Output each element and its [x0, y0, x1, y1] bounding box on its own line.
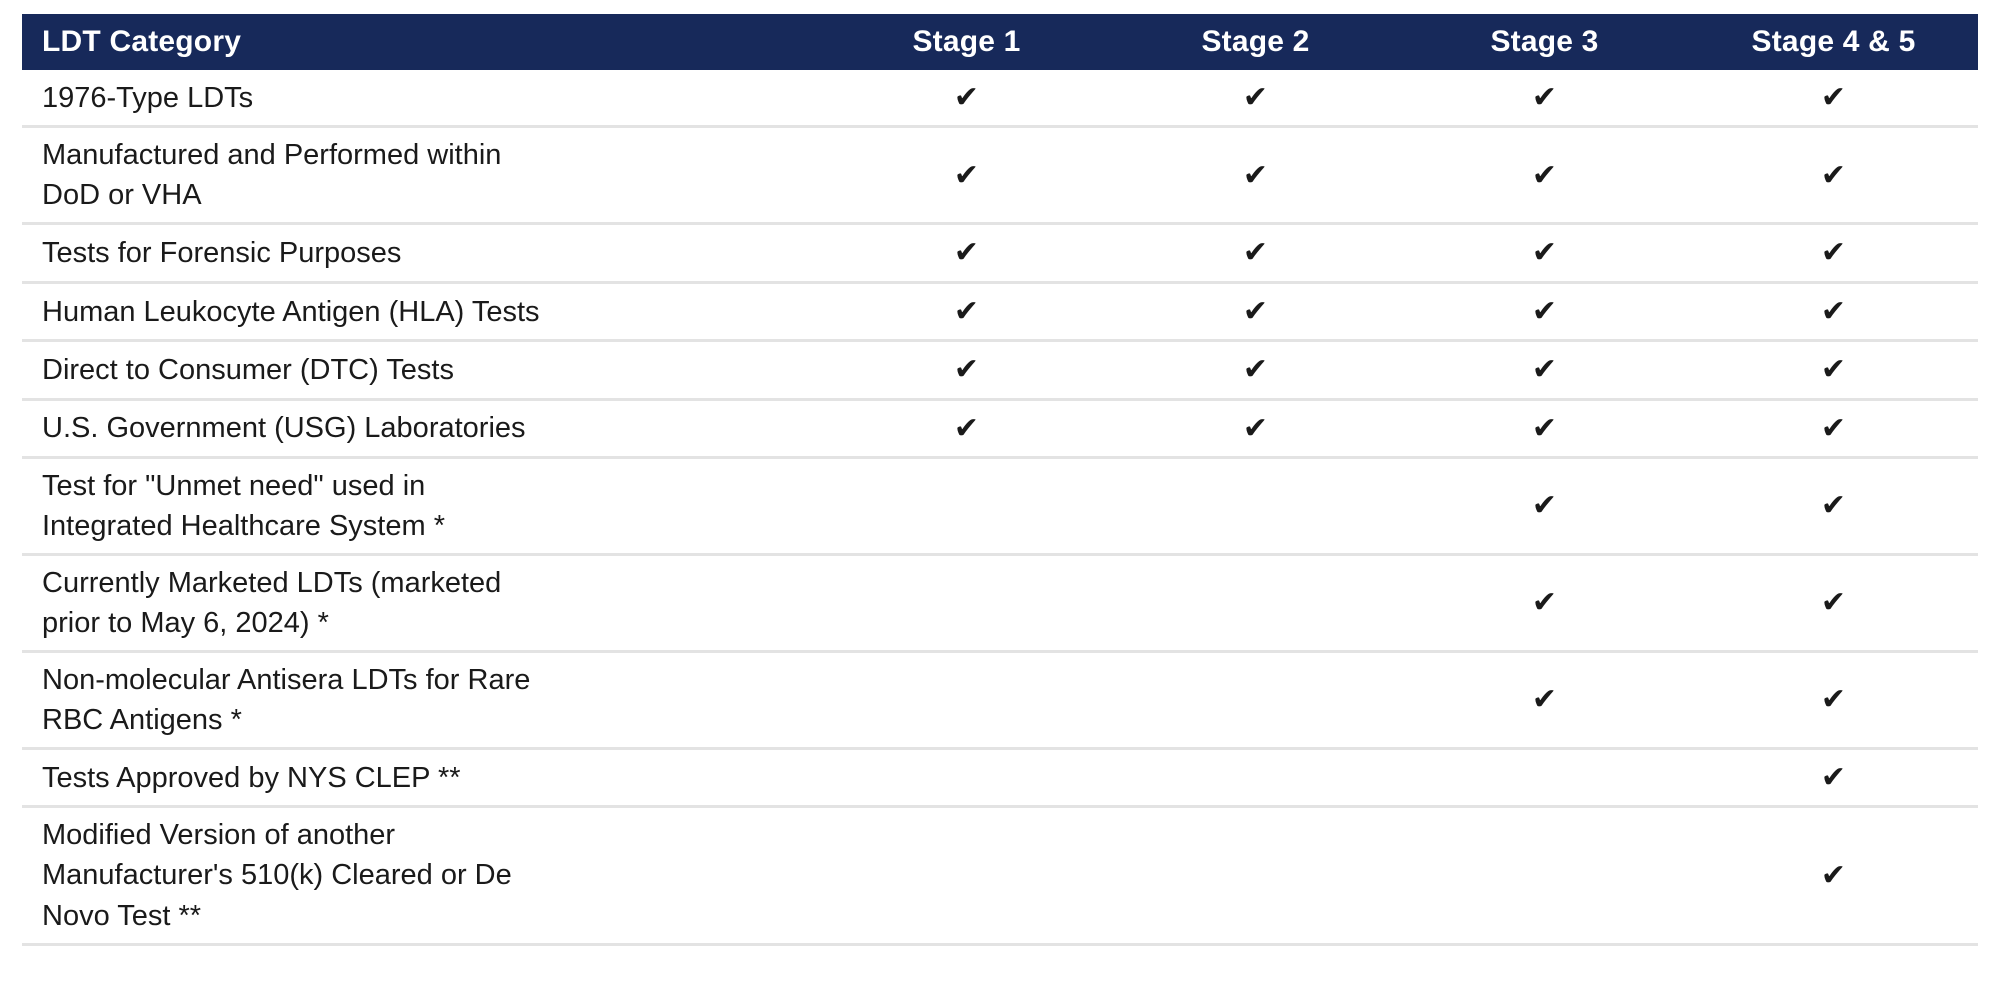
- ldt-category-line: Modified Version of another: [42, 819, 396, 852]
- ldt-category-line: Currently Marketed LDTs (marketed: [42, 567, 502, 600]
- checkmark-icon: ✔: [1820, 81, 1847, 114]
- ldt-category-cell: [22, 807, 822, 944]
- cell-stage-2: [1111, 127, 1400, 224]
- cell-stage-1: [822, 399, 1111, 457]
- checkmark-icon: ✔: [1531, 81, 1558, 114]
- ldt-category-line: Test for "Unmet need" used in: [42, 469, 426, 502]
- cell-stage-1: [822, 341, 1111, 399]
- checkmark-icon: ✔: [1820, 353, 1847, 387]
- cell-stage-1: [822, 224, 1111, 282]
- checkmark-icon: ✔: [1531, 294, 1558, 328]
- checkmark-icon: ✔: [1242, 81, 1269, 114]
- cell-stage-3: [1400, 807, 1689, 944]
- cell-stage-2: [1111, 457, 1400, 554]
- checkmark-icon: ✔: [953, 294, 980, 328]
- cell-stage-1: [822, 70, 1111, 127]
- ldt-category-line: Tests for Forensic Purposes: [42, 237, 402, 270]
- checkmark-icon: ✔: [953, 158, 980, 192]
- checkmark-icon: ✔: [1820, 761, 1847, 795]
- cell-stage-2: [1111, 652, 1400, 749]
- checkmark-icon: ✔: [1242, 294, 1269, 328]
- empty-cell-marker: [966, 611, 967, 612]
- ldt-category-cell: [22, 399, 822, 457]
- cell-stage-1: [822, 127, 1111, 224]
- checkmark-icon: ✔: [953, 81, 980, 114]
- cell-stage-1: [822, 555, 1111, 652]
- cell-stage-4-5: [1689, 807, 1978, 944]
- cell-stage-4-5: [1689, 399, 1978, 457]
- table-row: [22, 224, 1978, 282]
- cell-stage-2: [1111, 70, 1400, 127]
- table-row: [22, 127, 1978, 224]
- checkmark-icon: ✔: [1531, 158, 1558, 192]
- checkmark-icon: ✔: [953, 236, 980, 270]
- checkmark-icon: ✔: [1531, 683, 1558, 717]
- checkmark-icon: ✔: [1820, 411, 1847, 445]
- ldt-category-line: prior to May 6, 2024) *: [42, 607, 329, 640]
- cell-stage-2: [1111, 282, 1400, 340]
- cell-stage-4-5: [1689, 749, 1978, 807]
- table-row: [22, 282, 1978, 340]
- cell-stage-2: [1111, 807, 1400, 944]
- column-header-stage-2: Stage 2: [1111, 14, 1400, 70]
- empty-cell-marker: [1255, 786, 1256, 787]
- cell-stage-2: [1111, 399, 1400, 457]
- ldt-category-cell: [22, 749, 822, 807]
- checkmark-icon: ✔: [1820, 236, 1847, 270]
- cell-stage-4-5: [1689, 652, 1978, 749]
- table-row: [22, 341, 1978, 399]
- ldt-category-line: U.S. Government (USG) Laboratories: [42, 412, 526, 445]
- ldt-category-line: DoD or VHA: [42, 179, 202, 212]
- empty-cell-marker: [966, 884, 967, 885]
- cell-stage-1: [822, 282, 1111, 340]
- cell-stage-2: [1111, 224, 1400, 282]
- table-body: [22, 70, 1978, 944]
- cell-stage-2: [1111, 341, 1400, 399]
- cell-stage-4-5: [1689, 127, 1978, 224]
- ldt-exemption-table: [22, 14, 1978, 946]
- column-header-ldt-category: LDT Category: [22, 14, 822, 70]
- checkmark-icon: ✔: [1820, 158, 1847, 192]
- table-row: [22, 555, 1978, 652]
- checkmark-icon: ✔: [1820, 294, 1847, 328]
- ldt-category-cell: [22, 282, 822, 340]
- cell-stage-1: [822, 457, 1111, 554]
- table-row: [22, 807, 1978, 944]
- cell-stage-3: [1400, 399, 1689, 457]
- ldt-category-line: Novo Test **: [42, 899, 202, 932]
- cell-stage-3: [1400, 341, 1689, 399]
- checkmark-icon: ✔: [1242, 411, 1269, 445]
- empty-cell-marker: [966, 708, 967, 709]
- ldt-category-cell: [22, 70, 822, 127]
- table-row: [22, 652, 1978, 749]
- column-header-stage-3: Stage 3: [1400, 14, 1689, 70]
- cell-stage-4-5: [1689, 70, 1978, 127]
- cell-stage-1: [822, 807, 1111, 944]
- cell-stage-3: [1400, 457, 1689, 554]
- ldt-category-cell: [22, 341, 822, 399]
- ldt-category-line: Tests Approved by NYS CLEP **: [42, 761, 461, 794]
- cell-stage-2: [1111, 749, 1400, 807]
- ldt-category-line: Integrated Healthcare System *: [42, 510, 445, 542]
- cell-stage-3: [1400, 70, 1689, 127]
- cell-stage-3: [1400, 224, 1689, 282]
- empty-cell-marker: [1255, 708, 1256, 709]
- column-header-stage-1: Stage 1: [822, 14, 1111, 70]
- cell-stage-3: [1400, 127, 1689, 224]
- cell-stage-3: [1400, 749, 1689, 807]
- empty-cell-marker: [1544, 786, 1545, 787]
- empty-cell-marker: [966, 786, 967, 787]
- checkmark-icon: ✔: [1242, 353, 1269, 387]
- checkmark-icon: ✔: [1820, 683, 1847, 717]
- empty-cell-marker: [1255, 884, 1256, 885]
- table-row: [22, 457, 1978, 554]
- empty-cell-marker: [1255, 611, 1256, 612]
- checkmark-icon: ✔: [1531, 586, 1558, 620]
- cell-stage-4-5: [1689, 555, 1978, 652]
- checkmark-icon: ✔: [953, 353, 980, 387]
- cell-stage-2: [1111, 555, 1400, 652]
- cell-stage-3: [1400, 555, 1689, 652]
- cell-stage-4-5: [1689, 282, 1978, 340]
- cell-stage-4-5: [1689, 224, 1978, 282]
- column-header-stage-4-5: Stage 4 & 5: [1689, 14, 1978, 70]
- checkmark-icon: ✔: [1531, 353, 1558, 387]
- cell-stage-1: [822, 652, 1111, 749]
- ldt-category-line: RBC Antigens *: [42, 704, 242, 737]
- ldt-category-line: Manufacturer's 510(k) Cleared or De: [42, 859, 512, 892]
- ldt-category-line: Manufactured and Performed within: [42, 139, 502, 172]
- checkmark-icon: ✔: [1820, 858, 1847, 892]
- empty-cell-marker: [966, 514, 967, 515]
- empty-cell-marker: [1255, 514, 1256, 515]
- cell-stage-3: [1400, 282, 1689, 340]
- ldt-category-cell: [22, 127, 822, 224]
- checkmark-icon: ✔: [953, 411, 980, 445]
- table-row: [22, 399, 1978, 457]
- checkmark-icon: ✔: [1531, 236, 1558, 270]
- table-header-row: [22, 14, 1978, 70]
- table-row: [22, 749, 1978, 807]
- cell-stage-3: [1400, 652, 1689, 749]
- checkmark-icon: ✔: [1820, 489, 1847, 523]
- cell-stage-4-5: [1689, 341, 1978, 399]
- empty-cell-marker: [1544, 884, 1545, 885]
- ldt-category-cell: [22, 652, 822, 749]
- checkmark-icon: ✔: [1531, 411, 1558, 445]
- cell-stage-1: [822, 749, 1111, 807]
- checkmark-icon: ✔: [1242, 236, 1269, 270]
- ldt-category-line: Human Leukocyte Antigen (HLA) Tests: [42, 295, 540, 328]
- ldt-category-cell: [22, 457, 822, 554]
- checkmark-icon: ✔: [1242, 158, 1269, 192]
- checkmark-icon: ✔: [1531, 489, 1558, 523]
- ldt-category-line: Direct to Consumer (DTC) Tests: [42, 353, 454, 386]
- cell-stage-4-5: [1689, 457, 1978, 554]
- table-header: [22, 14, 1978, 70]
- ldt-category-line: Non-molecular Antisera LDTs for Rare: [42, 664, 531, 697]
- checkmark-icon: ✔: [1820, 586, 1847, 620]
- ldt-category-line: 1976-Type LDTs: [42, 81, 254, 114]
- table-row: [22, 70, 1978, 127]
- ldt-category-cell: [22, 224, 822, 282]
- ldt-category-cell: [22, 555, 822, 652]
